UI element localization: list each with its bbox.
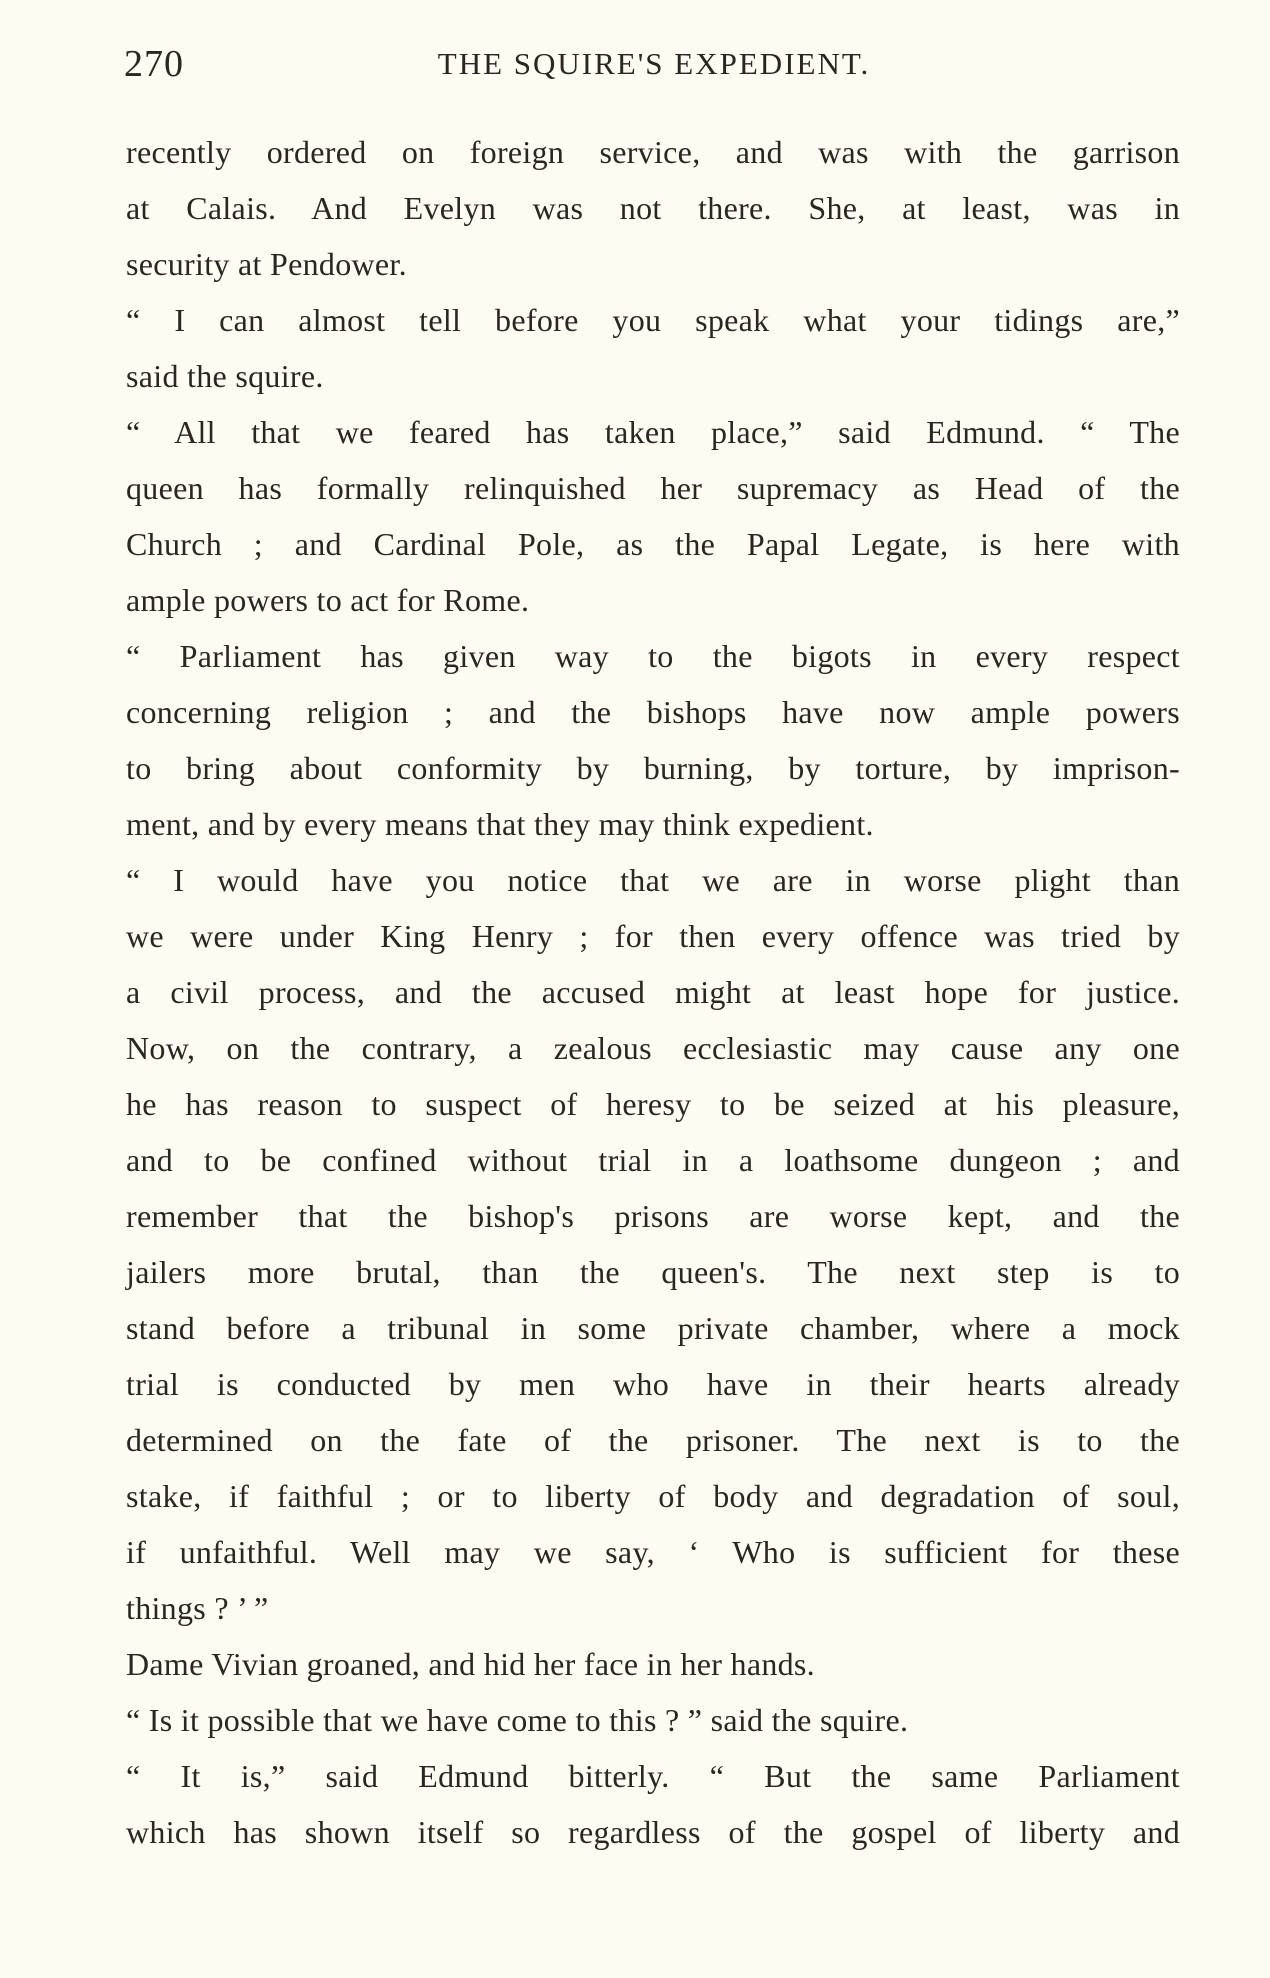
page-number: 270 [124, 43, 184, 85]
text-line: trial is conducted by men who have in their hearts already [126, 1366, 1180, 1402]
text-line: ment, and by every means that they may think expedient. [126, 806, 874, 842]
text-line: jailers more brutal, than the queen's. The next step is to [126, 1254, 1180, 1290]
text-line: said the squire. [126, 358, 324, 394]
text-line: ample powers to act for Rome. [126, 582, 530, 618]
running-title: THE SQUIRE'S EXPEDIENT. [437, 46, 871, 81]
text-line: “ It is,” said Edmund bitterly. “ But the same Parliament [126, 1758, 1180, 1794]
text-line: which has shown itself so regardless of the gospel of liberty and [126, 1814, 1180, 1850]
page-header [124, 42, 1184, 92]
text-line: security at Pendower. [126, 246, 407, 282]
text-line: “ Parliament has given way to the bigots in every respect [126, 638, 1180, 674]
text-line: things ? ’ ” [126, 1590, 269, 1626]
text-line: a civil process, and the accused might at least hope for justice. [126, 974, 1180, 1010]
text-line: he has reason to suspect of heresy to be seized at his pleasure, [126, 1086, 1180, 1122]
text-line: at Calais. And Evelyn was not there. She, at least, was in [126, 190, 1180, 226]
text-line: Now, on the contrary, a zealous ecclesiastic may cause any one [126, 1030, 1180, 1066]
text-line: Church ; and Cardinal Pole, as the Papal Legate, is here with [126, 526, 1180, 562]
body-text [126, 124, 1180, 1860]
text-line: “ All that we feared has taken place,” said Edmund. “ The [126, 414, 1180, 450]
text-line: stand before a tribunal in some private chamber, where a mock [126, 1310, 1180, 1346]
text-line: Dame Vivian groaned, and hid her face in her hands. [126, 1646, 815, 1682]
text-line: queen has formally relinquished her supremacy as Head of the [126, 470, 1180, 506]
text-line: “ I can almost tell before you speak what your tidings are,” [126, 302, 1180, 338]
text-line: “ I would have you notice that we are in worse plight than [126, 862, 1180, 898]
text-line: and to be confined without trial in a loathsome dungeon ; and [126, 1142, 1180, 1178]
text-line: we were under King Henry ; for then every offence was tried by [126, 918, 1180, 954]
text-line: determined on the fate of the prisoner. The next is to the [126, 1422, 1180, 1458]
text-line: remember that the bishop's prisons are worse kept, and the [126, 1198, 1180, 1234]
text-line: stake, if faithful ; or to liberty of body and degradation of soul, [126, 1478, 1180, 1514]
text-line: to bring about conformity by burning, by torture, by imprison- [126, 750, 1180, 786]
text-line: “ Is it possible that we have come to this ? ” said the squire. [126, 1702, 909, 1738]
text-line: if unfaithful. Well may we say, ‘ Who is sufficient for these [126, 1534, 1180, 1570]
text-line: recently ordered on foreign service, and was with the garrison [126, 134, 1180, 170]
text-line: concerning religion ; and the bishops have now ample powers [126, 694, 1180, 730]
